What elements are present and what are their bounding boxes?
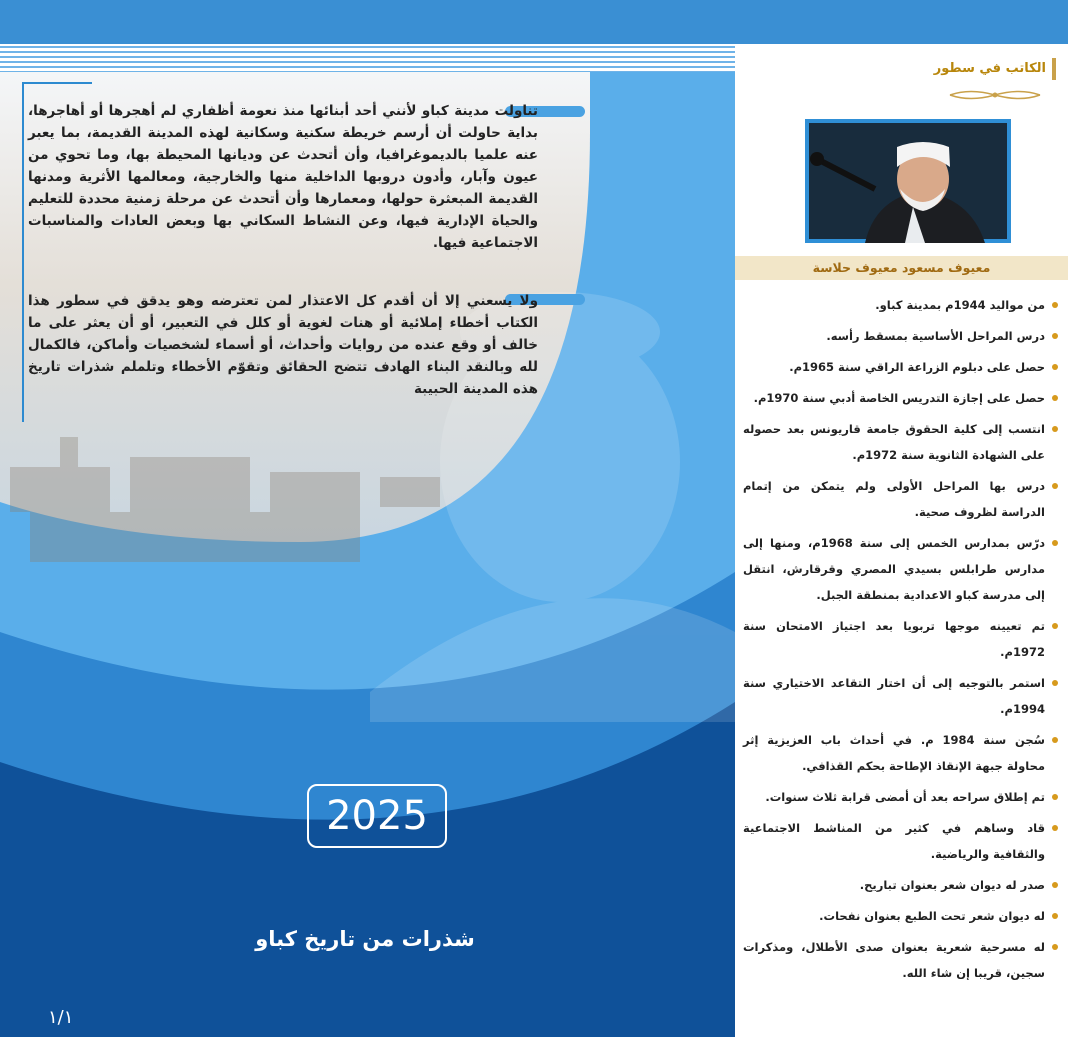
- list-item: حصل على دبلوم الزراعة الراقي سنة 1965م.: [743, 354, 1058, 380]
- list-item: درّس بمدارس الخمس إلى سنة 1968م، ومنها إلى مدارس طرابلس بسيدي المصري وقرقارش، انتقل إلى مدرسة كباو الاعدادية بمنطقة الجبل.: [743, 530, 1058, 608]
- list-item: انتسب إلى كلية الحقوق جامعة قاريونس بعد حصوله على الشهادة الثانوية سنة 1972م.: [743, 416, 1058, 468]
- author-section-title: الكاتب في سطور: [934, 58, 1056, 80]
- bullet-icon: [1052, 794, 1058, 800]
- bullet-icon: [1052, 426, 1058, 432]
- bullet-icon: [1052, 623, 1058, 629]
- header-stripes: [0, 46, 735, 72]
- list-item: درس بها المراحل الأولى ولم يتمكن من إتمام الدراسة لظروف صحية.: [743, 473, 1058, 525]
- author-photo: [805, 119, 1011, 243]
- bullet-icon: [1052, 680, 1058, 686]
- list-item: درس المراحل الأساسية بمسقط رأسه.: [743, 323, 1058, 349]
- list-item: حصل على إجازة التدريس الخاصة أدبي سنة 1970م.: [743, 385, 1058, 411]
- bullet-icon: [1052, 737, 1058, 743]
- list-item: سُجن سنة 1984 م. في أحداث باب العزيزية إثر محاولة جبهة الإنقاذ الإطاحة بحكم القذافي.: [743, 727, 1058, 779]
- list-item: صدر له ديوان شعر بعنوان تباريح.: [743, 872, 1058, 898]
- intro-paragraph-2: ولا يسعني إلا أن أقدم كل الاعتذار لمن تعترضه وهو يدقق في سطور هذا الكتاب أخطاء إملائية أو هنات لغوية أو كلل في التعبير، أو أن يعثر على ما خالف أو وقع عنده من روايات وأحداث، أو أسماء لشخصيات وأماكن، فالكمال لله وبالنقد البناء الهادف تتضح الحقائق وتقوّم الأخطاء وتلملم شذرات تاريخ هذه المدينة الحبيبة: [28, 293, 538, 397]
- bullet-icon: [1052, 540, 1058, 546]
- author-bio-list: [743, 292, 1058, 991]
- bullet-icon: [1052, 944, 1058, 950]
- cover-panel: [0, 72, 735, 1037]
- ornament-divider-icon: [945, 88, 1045, 102]
- list-item: تم تعيينه موجها تربويا بعد اجتياز الامتحان سنة 1972م.: [743, 613, 1058, 665]
- list-item: له ديوان شعر تحت الطبع بعنوان نفحات.: [743, 903, 1058, 929]
- book-title: شذرات من تاريخ كباو: [255, 927, 475, 951]
- list-item: من مواليد 1944م بمدينة كباو.: [743, 292, 1058, 318]
- publication-year: 2025: [307, 784, 447, 848]
- list-item: استمر بالتوجيه إلى أن اختار التقاعد الاختياري سنة 1994م.: [743, 670, 1058, 722]
- author-panel: [735, 44, 1068, 1037]
- list-item: تم إطلاق سراحه بعد أن أمضى قرابة ثلاث سنوات.: [743, 784, 1058, 810]
- list-item: له مسرحية شعرية بعنوان صدى الأطلال، ومذكرات سجين، قريبا إن شاء الله.: [743, 934, 1058, 986]
- bullet-icon: [1052, 364, 1058, 370]
- bullet-icon: [1052, 483, 1058, 489]
- bullet-icon: [1052, 333, 1058, 339]
- page-number: ١/١: [48, 1007, 74, 1028]
- list-item: قاد وساهم في كثير من المناشط الاجتماعية والثقافية والرياضية.: [743, 815, 1058, 867]
- bullet-icon: [1052, 913, 1058, 919]
- top-bar: [0, 0, 1068, 44]
- bullet-icon: [1052, 882, 1058, 888]
- author-name: معيوف مسعود معيوف حلاسة: [735, 256, 1068, 280]
- bullet-icon: [1052, 825, 1058, 831]
- bullet-icon: [1052, 302, 1058, 308]
- bullet-icon: [1052, 395, 1058, 401]
- intro-paragraph-1: تناولت مدينة كباو لأنني أحد أبنائها منذ نعومة أظفاري لم أهجرها أو أهاجرها، بداية حاولت أن أرسم خريطة سكنية وسكانية لهذه المدينة القديمة، بما يعبر عنه علميا بالديموغرافيا، وأن أتحدث عن وديانها المحيطة بها، وما تحوي من عيون وآبار، وأدون دروبها الداخلية منها والخارجية، ومعالمها الأثرية ومدنها القديمة المبعثرة حولها، ومعمارها وأن أتحدث عن مرحلة زمنية محددة للتعليم والحياة الإدارية فيها، وعن النشاط السكاني بها وبعض العادات والمناسبات الاجتماعية فيها.: [28, 103, 538, 251]
